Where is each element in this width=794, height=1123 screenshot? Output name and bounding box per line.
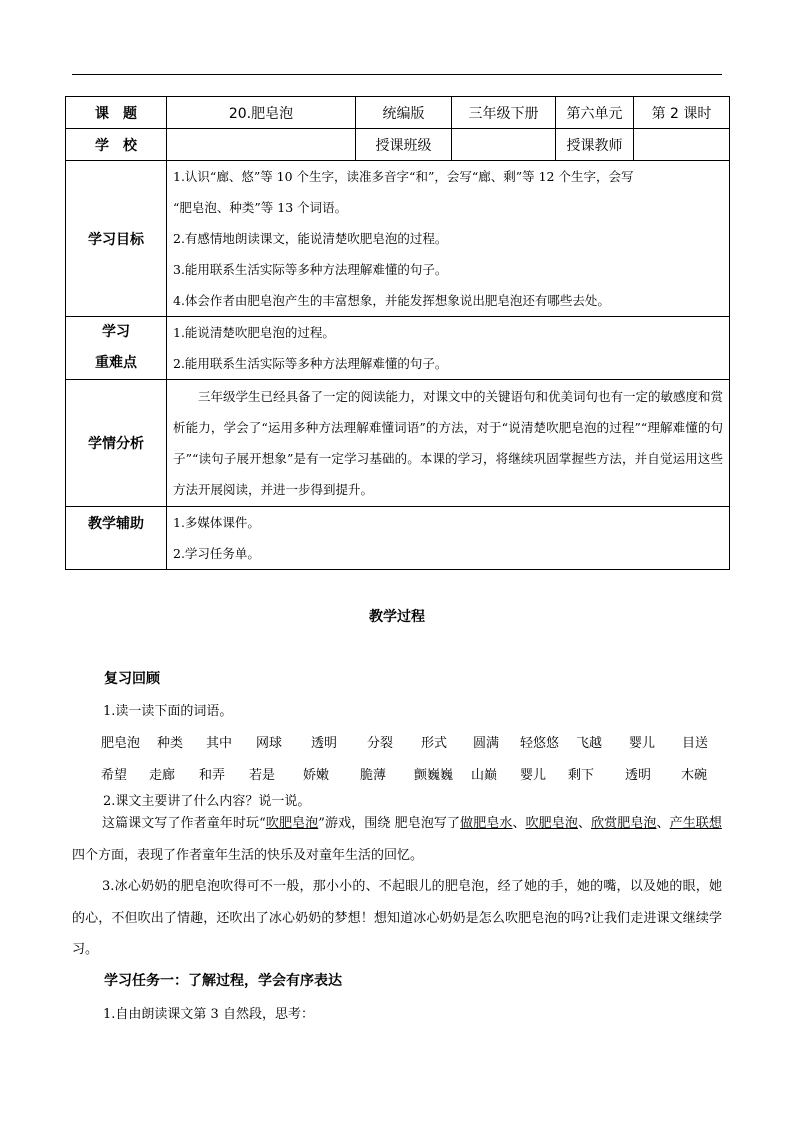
summary-aspect: 吹肥皂泡 — [525, 816, 578, 831]
question-1: 1.读一读下面的词语。 — [103, 704, 233, 719]
word: 颤巍巍 — [414, 768, 454, 783]
word: 剩下 — [568, 768, 595, 783]
word: 其中 — [206, 736, 233, 751]
summary-text: 四个方面，表现了作者童年生活的快乐及对童年生活的回忆。 — [72, 847, 424, 863]
review-title: 复习回顾 — [104, 671, 160, 687]
analysis-text: 三年级学生已经具备了一定的阅读能力，对课文中的关键语句和优美词句也有一定的敏感度和赏析能力，学会了“运用多种方法理解难懂词语”的方法，对于“说清楚吹肥皂泡的过程”“理解难懂的句子”“读句子展开想象”是有一定学习基础的。本课的学习，将继续巩固掌握些方法，并自觉运用这些方法开展阅读，并进一步得到提升。 — [173, 389, 724, 497]
word: 圆满 — [473, 736, 500, 751]
keypoints-label-line2: 重难点 — [95, 355, 137, 371]
keypoints-label — [66, 317, 167, 380]
lesson-title: 20.肥皂泡 — [167, 97, 356, 129]
word-row-2 — [101, 764, 741, 784]
task1-title: 学习任务一：了解过程，学会有序表达 — [104, 973, 342, 989]
word: 娇嫩 — [303, 768, 330, 783]
analysis-label: 学情分析 — [66, 380, 167, 507]
word: 婴儿 — [520, 768, 547, 783]
goal-line: 3.能用联系生活实际等多种方法理解难懂的句子。 — [173, 262, 448, 277]
word: 形式 — [421, 736, 448, 751]
top-rule — [72, 74, 722, 75]
word: 轻悠悠 — [520, 736, 560, 751]
goal-line: “肥皂泡、种类”等 13 个词语。 — [173, 200, 348, 215]
word: 婴儿 — [629, 736, 656, 751]
class-value — [452, 129, 556, 161]
period: 第 2 课时 — [634, 97, 730, 129]
summary-aspect: 欣赏肥皂泡 — [591, 816, 657, 831]
lesson-info-table — [65, 96, 730, 570]
word: 山巅 — [471, 768, 498, 783]
unit: 第六单元 — [556, 97, 634, 129]
keypoints-row — [66, 317, 730, 380]
keypoints-content — [167, 317, 730, 380]
summary-sep: 、 — [656, 816, 670, 831]
word: 脆薄 — [360, 768, 387, 783]
goals-row — [66, 161, 730, 317]
word: 若是 — [249, 768, 276, 783]
question-2: 2.课文主要讲了什么内容？说一说。 — [103, 794, 311, 809]
teacher-label: 授课教师 — [556, 129, 634, 161]
goals-content — [167, 161, 730, 317]
summary-sep: 、 — [512, 816, 526, 831]
edition: 统编版 — [356, 97, 452, 129]
word: 网球 — [256, 736, 283, 751]
word: 走廊 — [149, 768, 176, 783]
word: 木碗 — [681, 768, 708, 783]
word: 飞越 — [576, 736, 603, 751]
word: 透明 — [311, 736, 338, 751]
goal-line: 2.有感情地朗读课文，能说清楚吹肥皂泡的过程。 — [173, 231, 448, 246]
word: 分裂 — [367, 736, 394, 751]
aid-line: 1.多媒体课件。 — [173, 515, 260, 530]
question-3: 3.冰心奶奶的肥皂泡吹得可不一般，那小小的、不起眼儿的肥皂泡，经了她的手，她的嘴，以及她的眼，她的心，不但吹出了情趣，还吹出了冰心奶奶的梦想！想知道冰心奶奶是怎么吹肥皂泡的吗?让我们走进课文继续学习。 — [72, 879, 722, 957]
word: 肥皂泡 — [101, 736, 141, 751]
summary-aspect: 做肥皂水 — [460, 816, 513, 831]
keypoints-label-line1: 学习 — [102, 324, 130, 340]
summary-aspect: 产生联想 — [669, 816, 722, 831]
summary-text: ”游戏，围绕 肥皂泡写了 — [318, 816, 461, 831]
word: 希望 — [101, 768, 128, 783]
school-label: 学 校 — [66, 129, 167, 161]
goal-line: 4.体会作者由肥皂泡产生的丰富想象，并能发挥想象说出肥皂泡还有哪些去处。 — [173, 293, 610, 308]
analysis-content — [167, 380, 730, 507]
summary-text: 这篇课文写了作者童年时玩“ — [102, 816, 266, 831]
school-value — [167, 129, 356, 161]
aid-line: 2.学习任务单。 — [173, 546, 260, 561]
grade: 三年级下册 — [452, 97, 556, 129]
teacher-value — [634, 129, 730, 161]
keypoint-line: 1.能说清楚吹肥皂泡的过程。 — [173, 325, 335, 340]
word: 目送 — [682, 736, 709, 751]
course-label: 课 题 — [66, 97, 167, 129]
word: 和弄 — [199, 768, 226, 783]
process-title: 教学过程 — [369, 609, 425, 625]
task1-question-1: 1.自由朗读课文第 3 自然段，思考： — [103, 1007, 314, 1022]
analysis-row — [66, 380, 730, 507]
aids-label: 教学辅助 — [66, 507, 167, 570]
school-row — [66, 129, 730, 161]
word-row-1 — [101, 732, 741, 752]
goals-label: 学习目标 — [66, 161, 167, 317]
summary-sep: 、 — [577, 816, 592, 831]
goal-line: 1.认识“廊、悠”等 10 个生字，读准多音字“和”，会写“廊、剩”等 12 个生字，会写 — [173, 169, 634, 184]
summary-game: 吹肥皂泡 — [265, 816, 319, 831]
summary-paragraph — [72, 808, 722, 871]
course-row — [66, 97, 730, 129]
aids-content — [167, 507, 730, 570]
class-label: 授课班级 — [356, 129, 452, 161]
keypoint-line: 2.能用联系生活实际等多种方法理解难懂的句子。 — [173, 356, 448, 371]
aids-row — [66, 507, 730, 570]
word: 透明 — [625, 768, 652, 783]
word: 种类 — [157, 736, 184, 751]
